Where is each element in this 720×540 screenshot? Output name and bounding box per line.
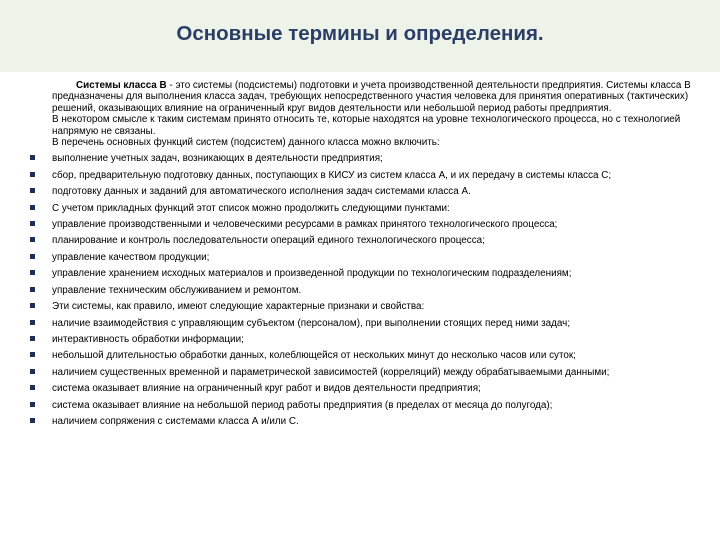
bullet-list	[30, 153, 702, 427]
square-bullet-icon	[30, 237, 35, 242]
list-item-text: управление техническим обслуживанием и ремонтом.	[52, 284, 302, 296]
square-bullet-icon	[30, 385, 35, 390]
list-item	[30, 400, 702, 411]
list-item	[30, 170, 702, 181]
intro-lead-text: - это системы (подсистемы) подготовки и учета производственной деятельности предприятия. Системы класса В предназначены для выполнения класса задач, требующих непосредственного участия человека для принятия оперативных (тактических) решений, оказывающих влияние на ограниченный круг видов деятельности или небольшой период работы предприятия.	[52, 80, 691, 114]
list-item	[30, 367, 702, 378]
list-item-text: наличием существенных временной и параметрической зависимостей (корреляций) между обрабатываемыми данными;	[52, 366, 610, 378]
square-bullet-icon	[30, 320, 35, 325]
list-item-text: сбор, предварительную подготовку данных, поступающих в КИСУ из систем класса А, и их передачу в системы класса С;	[52, 169, 612, 181]
list-item	[30, 252, 702, 263]
list-item	[30, 268, 702, 279]
list-item	[30, 186, 702, 197]
list-item-text: управление качеством продукции;	[52, 251, 210, 263]
list-item	[30, 334, 702, 345]
list-item	[30, 301, 702, 312]
list-item-text: система оказывает влияние на небольшой период работы предприятия (в пределах от месяца до полугода);	[52, 399, 553, 411]
list-item	[30, 153, 702, 164]
square-bullet-icon	[30, 205, 35, 210]
list-item	[30, 235, 702, 246]
list-item	[30, 285, 702, 296]
list-item-text: С учетом прикладных функций этот список можно продолжить следующими пунктами:	[52, 202, 450, 214]
list-item-text: наличием сопряжения с системами класса А и/или С.	[52, 415, 299, 427]
square-bullet-icon	[30, 221, 35, 226]
list-item-text: небольшой длительностью обработки данных, колеблющейся от нескольких минут до несколько часов или суток;	[52, 350, 576, 362]
list-item-text: планирование и контроль последовательности операций единого технологического процесса;	[52, 235, 485, 247]
square-bullet-icon	[30, 369, 35, 374]
square-bullet-icon	[30, 254, 35, 259]
list-item-text: интерактивность обработки информации;	[52, 333, 244, 345]
square-bullet-icon	[30, 155, 35, 160]
list-item	[30, 318, 702, 329]
list-item	[30, 203, 702, 214]
square-bullet-icon	[30, 418, 35, 423]
intro-text	[52, 80, 702, 148]
list-item-text: подготовку данных и заданий для автоматического исполнения задач системами класса А.	[52, 186, 471, 198]
intro-paragraph	[52, 80, 702, 114]
square-bullet-icon	[30, 172, 35, 177]
intro-paragraph-2: В некотором смысле к таким системам принято относить те, которые находятся на уровне технологического процесса, но с технологией напрямую не связаны.	[52, 114, 681, 137]
list-item-text: управление хранением исходных материалов и произведенной продукции по технологическим подразделениям;	[52, 268, 572, 280]
square-bullet-icon	[30, 336, 35, 341]
list-item-text: система оказывает влияние на ограниченный круг работ и видов деятельности предприятия;	[52, 383, 481, 395]
list-item	[30, 350, 702, 361]
term-label: Системы класса В	[76, 80, 167, 91]
list-item	[30, 416, 702, 427]
square-bullet-icon	[30, 270, 35, 275]
list-item	[30, 383, 702, 394]
square-bullet-icon	[30, 402, 35, 407]
intro-paragraph-3: В перечень основных функций систем (подсистем) данного класса можно включить:	[52, 137, 440, 149]
list-item-text: наличие взаимодействия с управляющим субъектом (персоналом), при выполнении стоящих перед ними задач;	[52, 317, 571, 329]
square-bullet-icon	[30, 352, 35, 357]
list-item-text: управление производственными и человеческими ресурсами в рамках принятого технологического процесса;	[52, 219, 558, 231]
list-item	[30, 219, 702, 230]
square-bullet-icon	[30, 188, 35, 193]
list-item-text: Эти системы, как правило, имеют следующие характерные признаки и свойства:	[52, 301, 425, 313]
slide-content	[30, 80, 702, 427]
list-item-text: выполнение учетных задач, возникающих в деятельности предприятия;	[52, 153, 383, 165]
slide-title: Основные термины и определения.	[176, 22, 544, 45]
square-bullet-icon	[30, 287, 35, 292]
square-bullet-icon	[30, 303, 35, 308]
